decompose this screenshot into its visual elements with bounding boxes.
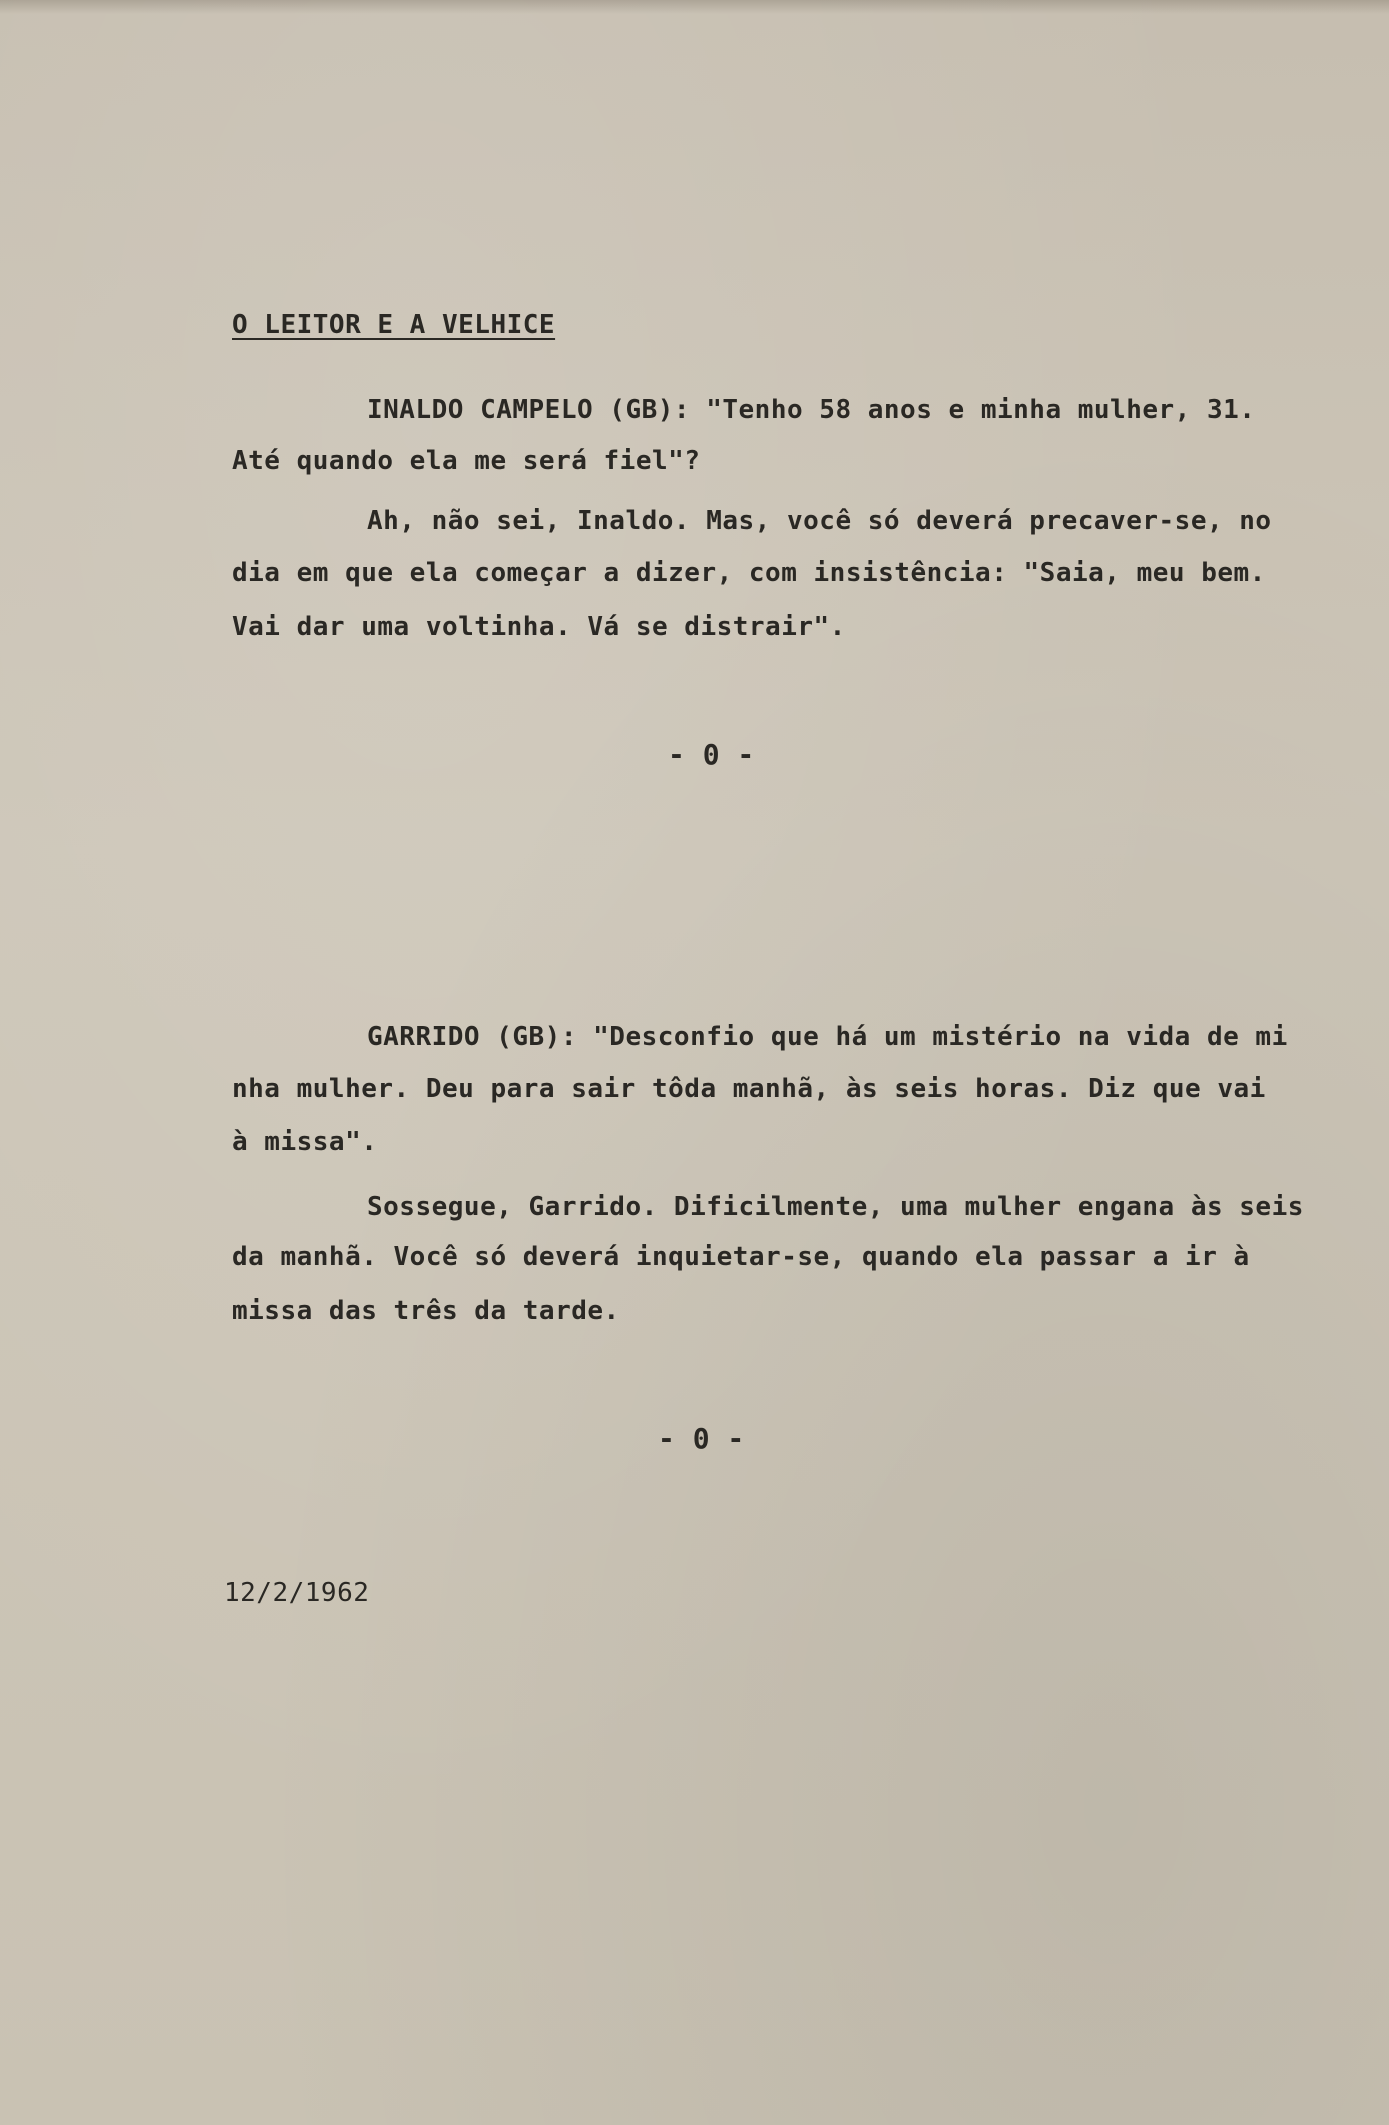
paragraph-line: Até quando ela me será fiel"? [232,446,701,476]
section-separator: - 0 - [658,1422,745,1455]
section-separator: - 0 - [668,738,755,771]
paragraph-line: à missa". [232,1127,378,1157]
paragraph-line: dia em que ela começar a dizer, com insistência: "Saia, meu bem. [232,558,1266,588]
document-date: 12/2/1962 [224,1578,370,1608]
paragraph-line: INALDO CAMPELO (GB): "Tenho 58 anos e minha mulher, 31. [367,395,1256,425]
paragraph-line: nha mulher. Deu para sair tôda manhã, às seis horas. Diz que vai [232,1074,1266,1104]
paragraph-line: Vai dar uma voltinha. Vá se distrair". [232,612,846,642]
paragraph-line: Sossegue, Garrido. Dificilmente, uma mulher engana às seis [367,1192,1304,1222]
paragraph-line: Ah, não sei, Inaldo. Mas, você só deverá precaver-se, no [367,506,1272,536]
document-heading: O LEITOR E A VELHICE [232,310,556,340]
paragraph-line: missa das três da tarde. [232,1296,620,1326]
paragraph-line: GARRIDO (GB): "Desconfio que há um mistério na vida de mi [367,1022,1288,1052]
paragraph-line: da manhã. Você só deverá inquietar-se, quando ela passar a ir à [232,1242,1250,1272]
